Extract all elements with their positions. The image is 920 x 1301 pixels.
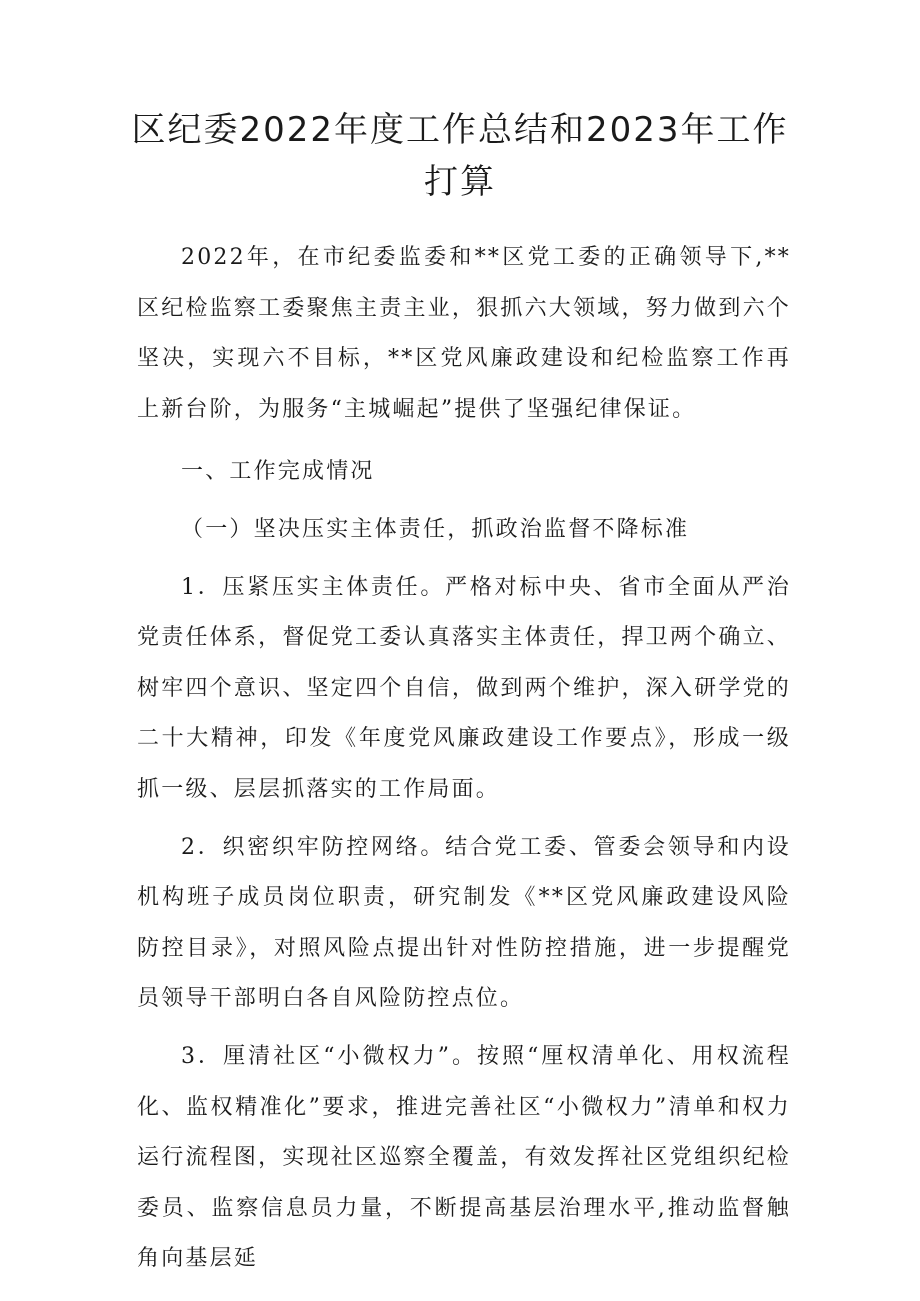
item-paragraph-1: 1．压紧压实主体责任。严格对标中央、省市全面从严治党责任体系，督促党工委认真落实主体责任，捍卫两个确立、树牢四个意识、坚定四个自信，做到两个维护，深入研学党的二十大精神，印发《年度党风廉政建设工作要点》，形成一级抓一级、层层抓落实的工作局面。: [137, 574, 791, 802]
subsection-heading: （一）坚决压实主体责任，抓政治监督不降标准: [181, 516, 690, 542]
document-title: 区纪委2022年度工作总结和2023年工作打算: [131, 110, 789, 202]
document-body: [137, 233, 791, 1285]
intro-paragraph: 2022年，在市纪委监委和**区党工委的正确领导下,**区纪检监察工委聚焦主责主业，狠抓六大领域，努力做到六个坚决，实现六不目标，**区党风廉政建设和纪检监察工作再上新台阶，为服务“主城崛起”提供了坚强纪律保证。: [137, 245, 791, 422]
section-heading: 一、工作完成情况: [181, 459, 375, 485]
item-paragraph-3: 3．厘清社区“小微权力”。按照“厘权清单化、用权流程化、监权精准化”要求，推进完善社区“小微权力”清单和权力运行流程图，实现社区巡察全覆盖，有效发挥社区党组织纪检委员、监察信息员力量，不断提高基层治理水平,推动监督触角向基层延: [137, 1043, 791, 1272]
item-paragraph-2: 2．织密织牢防控网络。结合党工委、管委会领导和内设机构班子成员岗位职责，研究制发《**区党风廉政建设风险防控目录》，对照风险点提出针对性防控措施，进一步提醒党员领导干部明白各自风险防控点位。: [137, 834, 791, 1012]
